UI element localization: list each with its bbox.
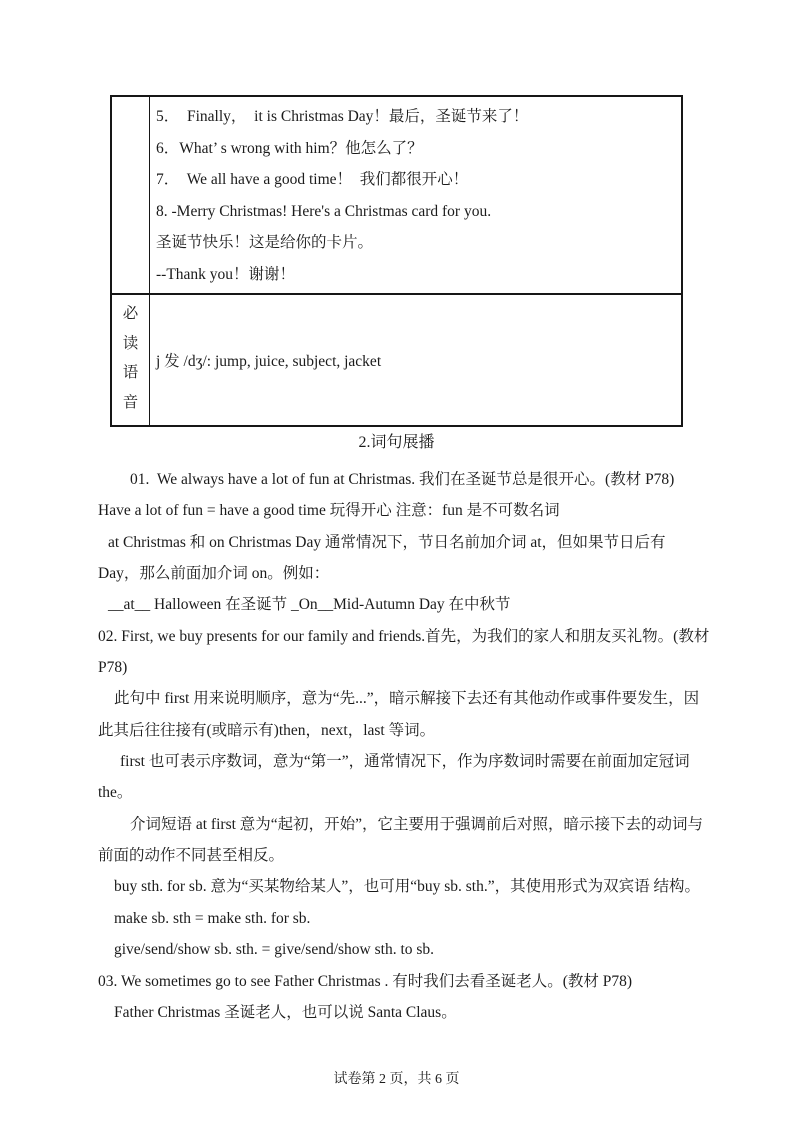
body-line: buy sth. for sb. 意为“买某物给某人”，也可用“buy sb. sth.”，其使用形式为双宾语 结构。: [114, 878, 700, 896]
table-row-sentences: [112, 97, 681, 295]
body-line: Day，那么前面加介词 on。例如：: [98, 565, 330, 583]
body-line: __at__ Halloween 在圣诞节 _On__Mid-Autumn Day 在中秋节: [108, 596, 511, 614]
sentence-line: 圣诞节快乐！这是给你的卡片。: [156, 234, 374, 252]
body-line: 此句中 first 用来说明顺序，意为“先...”，暗示解接下去还有其他动作或事件要发生，因: [114, 690, 700, 708]
page-footer: 试卷第 2 页，共 6 页: [333, 1072, 460, 1087]
body-line: 前面的动作不同甚至相反。: [98, 847, 285, 865]
label-char: 必: [122, 305, 139, 322]
sentence-line: --Thank you！谢谢！: [156, 265, 296, 283]
section-body: [98, 464, 710, 1028]
body-line: P78): [98, 659, 128, 677]
sentence-line: 7． We all have a good time！ 我们都很开心！: [156, 171, 469, 189]
body-line: the。: [98, 784, 133, 802]
body-line: Have a lot of fun = have a good time 玩得开心 注意：fun 是不可数名词: [98, 502, 560, 520]
table-row2-content-cell: [150, 295, 681, 425]
phonetics-line: j 发 /dʒ/: jump, juice, subject, jacket: [156, 353, 382, 370]
body-line: 01. We always have a lot of fun at Christmas. 我们在圣诞节总是很开心。(教材 P78): [130, 471, 675, 488]
table-row1-content-cell: [150, 97, 681, 293]
label-char: 读: [122, 334, 139, 352]
sentence-line: 5． Finally， it is Christmas Day！最后，圣诞节来了！: [156, 108, 529, 125]
body-line: at Christmas 和 on Christmas Day 通常情况下，节日名前加介词 at，但如果节日后有: [108, 533, 666, 551]
label-char: 音: [122, 393, 139, 411]
body-line: 介词短语 at first 意为“起初，开始”，它主要用于强调前后对照，暗示接下去的动词与: [130, 815, 704, 833]
body-line: first 也可表示序数词，意为“第一”，通常情况下，作为序数词时需要在前面加定冠词: [120, 753, 690, 771]
table-row-phonetics: [112, 295, 681, 425]
body-line: make sb. sth = make sth. for sb.: [114, 909, 311, 927]
section-heading: 2.词句展播: [358, 434, 435, 451]
table-row1-label-cell: [112, 97, 150, 293]
label-char: 语: [122, 364, 139, 381]
body-line: give/send/show sb. sth. = give/send/show sth. to sb.: [114, 941, 435, 959]
body-line: 02. First, we buy presents for our family and friends.首先，为我们的家人和朋友买礼物。(教材: [98, 627, 710, 645]
pronunciation-table: [110, 95, 683, 427]
body-line: 03. We sometimes go to see Father Christmas . 有时我们去看圣诞老人。(教材 P78): [98, 972, 633, 990]
body-line: Father Christmas 圣诞老人，也可以说 Santa Claus。: [114, 1003, 457, 1021]
sentence-line: 6．What’ s wrong with him？他怎么了？: [156, 139, 423, 157]
table-row2-label-cell: [112, 295, 150, 425]
sentence-line: 8. -Merry Christmas! Here's a Christmas card for you.: [156, 202, 492, 220]
body-line: 此其后往往接有(或暗示有)then，next，last 等词。: [98, 721, 436, 739]
